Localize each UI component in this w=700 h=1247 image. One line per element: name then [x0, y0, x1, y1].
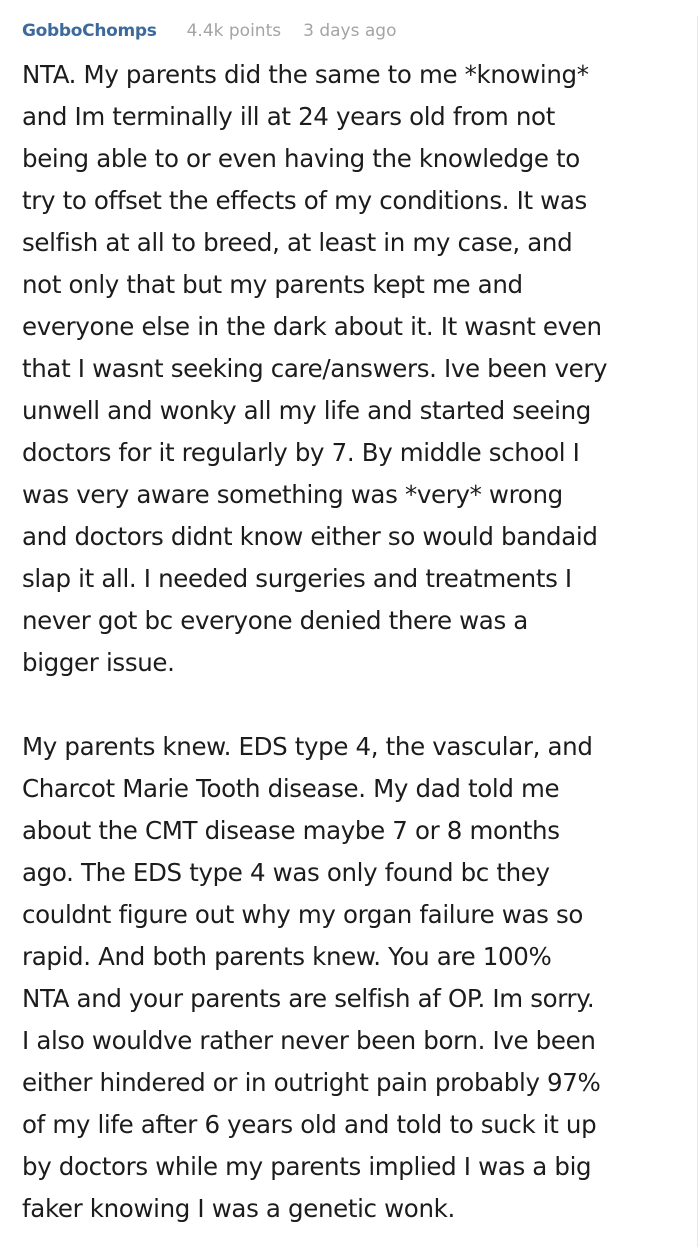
comment-line: NTA and your parents are selfish af OP. Im sorry. — [22, 984, 595, 1013]
comment-line: My parents knew. EDS type 4, the vascular, and — [22, 732, 593, 761]
paragraph-spacer — [22, 684, 672, 726]
comment-author-link[interactable]: GobboChomps — [22, 21, 157, 41]
comment-line: either hindered or in outright pain probably 97% — [22, 1068, 601, 1097]
comment-paragraph-1 — [22, 54, 672, 684]
comment-line: selfish at all to breed, at least in my case, and — [22, 228, 573, 257]
comment-body — [22, 54, 672, 1230]
comment-line: of my life after 6 years old and told to suck it up — [22, 1110, 597, 1139]
comment-line: that I wasnt seeking care/answers. Ive been very — [22, 354, 608, 383]
comment-line: NTA. My parents did the same to me *knowing* — [22, 60, 589, 89]
comment-line: bigger issue. — [22, 648, 175, 677]
comment-line: rapid. And both parents knew. You are 100% — [22, 942, 552, 971]
comment-points: 4.4k points — [186, 21, 282, 41]
comment-line: not only that but my parents kept me and — [22, 270, 523, 299]
comment-line: ago. The EDS type 4 was only found bc they — [22, 858, 550, 887]
comment-meta — [22, 16, 697, 46]
comment-line: couldnt figure out why my organ failure was so — [22, 900, 584, 929]
comment-paragraph-2 — [22, 726, 672, 1230]
comment-line: was very aware something was *very* wrong — [22, 480, 563, 509]
comment-line: everyone else in the dark about it. It wasnt even — [22, 312, 602, 341]
comment-line: and doctors didnt know either so would bandaid — [22, 522, 598, 551]
comment-line: I also wouldve rather never been born. Ive been — [22, 1026, 596, 1055]
comment-line: by doctors while my parents implied I was a big — [22, 1152, 592, 1181]
comment-line: unwell and wonky all my life and started seeing — [22, 396, 591, 425]
comment-line: and Im terminally ill at 24 years old from not — [22, 102, 555, 131]
comment-line: about the CMT disease maybe 7 or 8 months — [22, 816, 560, 845]
comment-line: doctors for it regularly by 7. By middle school I — [22, 438, 580, 467]
comment-line: being able to or even having the knowledge to — [22, 144, 580, 173]
comment-line: try to offset the effects of my conditions. It was — [22, 186, 587, 215]
comment-timestamp: 3 days ago — [303, 21, 397, 41]
comment-line: faker knowing I was a genetic wonk. — [22, 1194, 455, 1223]
comment-line: slap it all. I needed surgeries and treatments I — [22, 564, 572, 593]
comment-line: Charcot Marie Tooth disease. My dad told me — [22, 774, 560, 803]
comment-line: never got bc everyone denied there was a — [22, 606, 528, 635]
comment — [22, 16, 698, 1247]
